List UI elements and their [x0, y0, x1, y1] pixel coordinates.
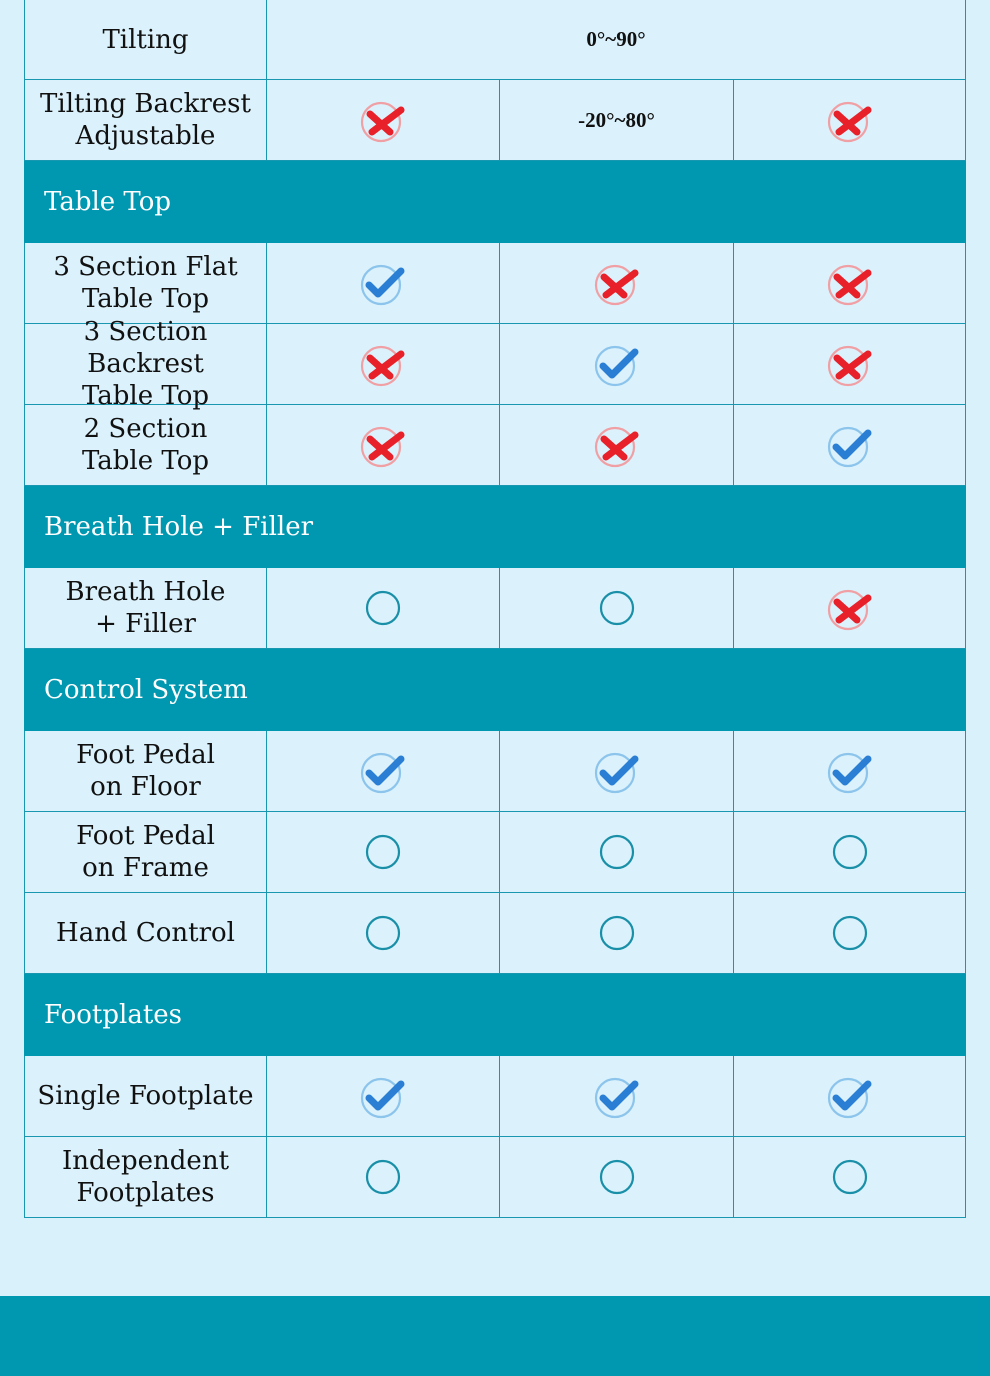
circle-icon [364, 1158, 402, 1196]
table-row [24, 405, 966, 486]
row-label: Tilting [102, 24, 189, 55]
cross-icon [826, 340, 874, 388]
row-label-cell [25, 317, 266, 411]
section-header: Breath Hole + Filler [24, 486, 966, 568]
row-label-cell [25, 893, 266, 973]
check-icon [826, 747, 874, 795]
value-cell [499, 812, 733, 892]
value-cell [499, 324, 733, 404]
table-row [24, 893, 966, 974]
section-header: Footplates [24, 974, 966, 1056]
value-cell [733, 568, 965, 648]
value-cell [266, 243, 499, 323]
circle-icon [598, 1158, 636, 1196]
circle-icon [831, 833, 869, 871]
check-icon [359, 1072, 407, 1120]
value-cell [266, 812, 499, 892]
row-label-cell [25, 243, 266, 323]
footer-bar [0, 1296, 990, 1376]
value-cell [733, 1137, 965, 1217]
value-cell [733, 405, 965, 485]
check-icon [593, 1072, 641, 1120]
cross-icon [593, 421, 641, 469]
row-label-cell [25, 405, 266, 485]
value-cell [499, 568, 733, 648]
cross-icon [593, 259, 641, 307]
table-row [24, 80, 966, 161]
check-icon [359, 747, 407, 795]
row-label: Tilting Backrest Adjustable [40, 89, 251, 151]
value-cell [499, 405, 733, 485]
circle-icon [598, 914, 636, 952]
row-label: Single Footplate [37, 1081, 254, 1111]
cross-icon [826, 96, 874, 144]
value-cell [733, 1056, 965, 1136]
cross-icon [359, 421, 407, 469]
check-icon [826, 421, 874, 469]
value-cell [266, 731, 499, 811]
value-cell [499, 893, 733, 973]
value-cell [266, 893, 499, 973]
circle-icon [831, 914, 869, 952]
value-cell [733, 893, 965, 973]
comparison-table [24, 0, 966, 1218]
circle-icon [364, 589, 402, 627]
row-label: 2 Section Table Top [81, 414, 210, 476]
table-row [24, 0, 966, 80]
cross-icon [826, 259, 874, 307]
row-label-cell [25, 1137, 266, 1217]
value-cell [266, 1056, 499, 1136]
circle-icon [364, 914, 402, 952]
value-cell [266, 324, 499, 404]
table-row [24, 731, 966, 812]
circle-icon [598, 589, 636, 627]
value-cell [733, 324, 965, 404]
value-cell [733, 812, 965, 892]
value-cell [499, 80, 733, 160]
row-label: 3 Section Flat Table Top [53, 252, 238, 314]
value-cell [499, 1056, 733, 1136]
row-label: Foot Pedal on Frame [76, 821, 215, 883]
value-cell [266, 568, 499, 648]
value-cell [266, 0, 965, 79]
table-row [24, 317, 966, 411]
value-cell [266, 405, 499, 485]
value-cell [733, 731, 965, 811]
section-header: Table Top [24, 161, 966, 243]
table-row [24, 1137, 966, 1218]
check-icon [593, 747, 641, 795]
row-label-cell [25, 80, 266, 160]
value-cell [266, 80, 499, 160]
row-label: Breath Hole + Filler [65, 577, 226, 639]
row-label-cell [25, 568, 266, 648]
value-cell [733, 243, 965, 323]
check-icon [359, 259, 407, 307]
value-cell [733, 80, 965, 160]
check-icon [826, 1072, 874, 1120]
circle-icon [831, 1158, 869, 1196]
cross-icon [359, 96, 407, 144]
check-icon [593, 340, 641, 388]
value-cell [499, 243, 733, 323]
value-text: 0°~90° [586, 27, 646, 51]
cross-icon [826, 584, 874, 632]
row-label-cell [25, 812, 266, 892]
row-label: Independent Footplates [61, 1146, 230, 1208]
row-label-cell [25, 1056, 266, 1136]
table-row [24, 1056, 966, 1137]
value-cell [266, 1137, 499, 1217]
value-text: -20°~80° [578, 107, 655, 132]
value-cell [499, 731, 733, 811]
row-label-cell [25, 731, 266, 811]
row-label-cell [25, 0, 266, 79]
section-header: Control System [24, 649, 966, 731]
table-row [24, 568, 966, 649]
circle-icon [364, 833, 402, 871]
row-label: Hand Control [56, 918, 235, 948]
table-row [24, 812, 966, 893]
cross-icon [359, 340, 407, 388]
row-label: Foot Pedal on Floor [76, 740, 215, 802]
circle-icon [598, 833, 636, 871]
row-label: 3 Section Backrest Table Top [81, 317, 210, 411]
table-row [24, 243, 966, 324]
value-cell [499, 1137, 733, 1217]
